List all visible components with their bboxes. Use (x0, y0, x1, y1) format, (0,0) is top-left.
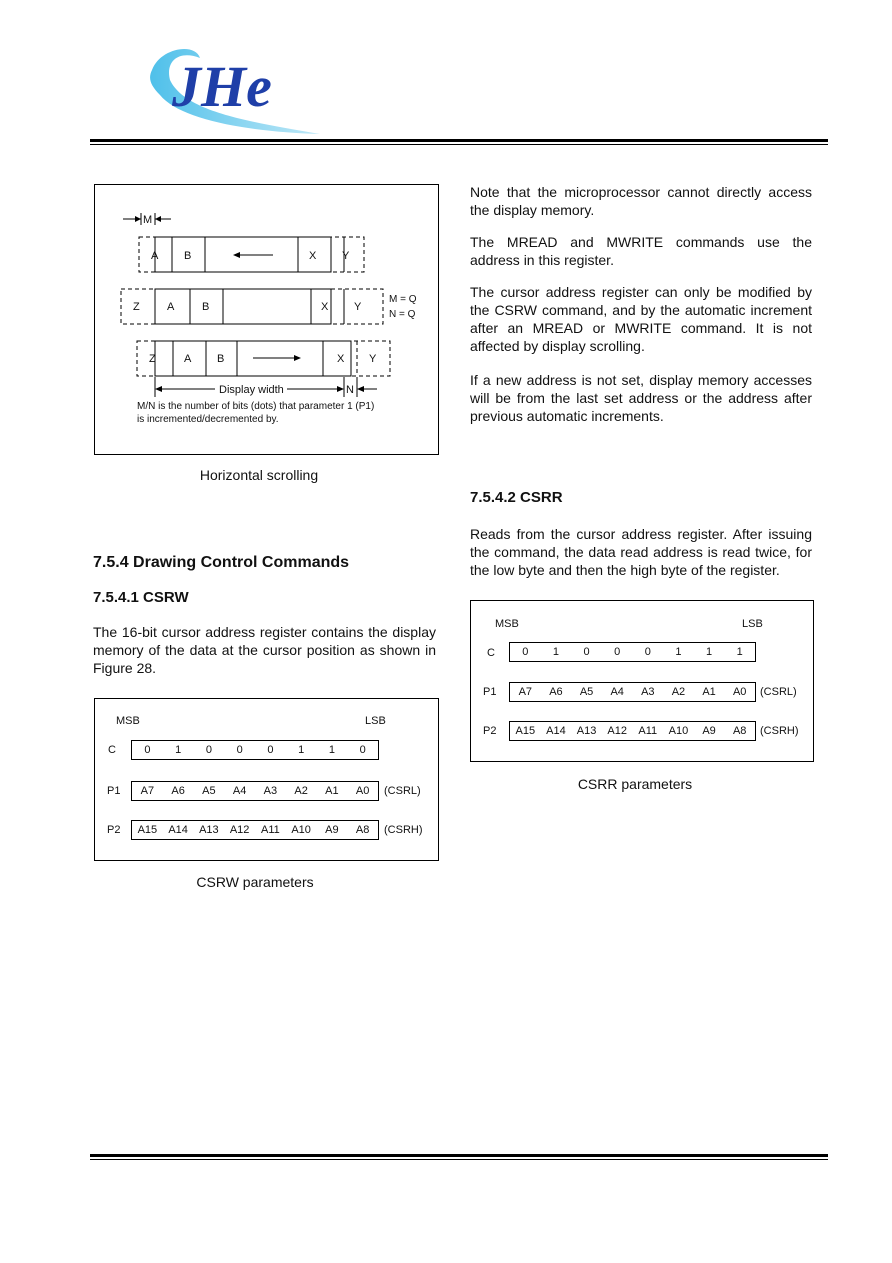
paragraph-csrw: The 16-bit cursor address register contains the display memory of the data at the cursor position as shown in Figure 28. (93, 624, 436, 676)
csrr-c-bit5: 0 (583, 646, 590, 658)
csrr-p1-bit4: A4 (610, 686, 624, 698)
caption-horizontal-scrolling: Horizontal scrolling (199, 467, 319, 483)
row2-z: Z (133, 301, 140, 313)
csrw-c-bit7: 0 (144, 744, 151, 756)
csrw-p1-suffix: (CSRL) (384, 785, 421, 797)
csrw-c-bit2: 1 (298, 744, 305, 756)
csrw-p2-bit7: A15 (137, 824, 158, 836)
csrr-row-p1-label: P1 (483, 686, 497, 698)
csrr-p2-bit1: A9 (702, 725, 716, 737)
csrr-row-c-label: C (487, 647, 495, 659)
row1-x: X (309, 250, 317, 262)
csrr-c-bit7: 0 (522, 646, 529, 658)
paragraph-csrr: Reads from the cursor address register. After issuing the command, the data read address is read twice, for the low byte and then the high byte of the register. (470, 526, 812, 578)
paragraph-right-1: Note that the microprocessor cannot directly access the display memory. (470, 184, 812, 218)
csrw-p1-bit2: A2 (294, 785, 308, 797)
csrr-row-p2 (509, 721, 756, 741)
header-rule-thin (90, 144, 828, 145)
paragraph-right-3: The cursor address register can only be modified by the CSRW command, and by the automatic increment after an MREAD or MWRITE command. It is not affected by display scrolling. (470, 284, 812, 354)
csrr-p2-bit7: A15 (515, 725, 536, 737)
csrr-c-bit3: 0 (644, 646, 651, 658)
csrr-c-bit2: 1 (675, 646, 682, 658)
csrr-p1-bit5: A5 (579, 686, 594, 698)
csrr-p1-bit2: A2 (671, 686, 686, 698)
csrw-p2-bit5: A13 (199, 824, 219, 836)
csrw-lsb-label: LSB (365, 715, 386, 727)
csrw-row-p1-label: P1 (107, 785, 121, 797)
csrr-p2-bit4: A12 (607, 725, 627, 737)
n-eq-label: N = Q (389, 309, 416, 320)
csrw-c-bit3: 0 (267, 744, 274, 756)
arrow-left-icon (233, 252, 240, 258)
row1-a: A (151, 250, 159, 262)
csrr-msb-label: MSB (495, 618, 519, 630)
figure-csrr-parameters (470, 600, 814, 762)
csrr-p1-bit7: A7 (518, 686, 533, 698)
m-eq-label: M = Q (389, 294, 417, 305)
csrr-p1-bit1: A1 (702, 686, 716, 698)
csrr-p1-bit6: A6 (549, 686, 563, 698)
csrr-c-bit1: 1 (706, 646, 713, 658)
csrw-p1-bit5: A5 (202, 785, 216, 797)
csrw-p2-suffix: (CSRH) (384, 824, 423, 836)
csrw-p2-bit1: A9 (325, 824, 339, 836)
caption-csrw: CSRW parameters (196, 874, 314, 890)
csrw-c-bit1: 1 (328, 744, 335, 756)
row3-x: X (337, 353, 345, 365)
section-title-7542: 7.5.4.2 CSRR (470, 489, 563, 506)
csrw-p2-bit3: A11 (260, 824, 280, 836)
csrr-p2-bit3: A11 (638, 725, 658, 737)
csrw-p2-bit6: A14 (168, 824, 188, 836)
company-logo (140, 40, 330, 135)
label-n: N (346, 384, 354, 396)
csrw-c-bit0: 0 (359, 744, 366, 756)
diagram-note-1: M/N is the number of bits (dots) that parameter 1 (P1) (137, 401, 375, 412)
csrr-row-p2-label: P2 (483, 725, 497, 737)
footer-rule-thin (90, 1159, 828, 1160)
csrr-p2-bit0: A8 (732, 725, 747, 737)
csrw-p1-bit3: A3 (263, 785, 278, 797)
csrw-p2-bit0: A8 (355, 824, 370, 836)
csrr-p2-bit6: A14 (546, 725, 566, 737)
csrr-c-bit4: 0 (614, 646, 621, 658)
logo-graphic (140, 40, 330, 135)
row2-y: Y (354, 301, 362, 313)
row2-a: A (167, 301, 175, 313)
csrr-p1-suffix: (CSRL) (760, 686, 797, 698)
csrr-p2-suffix: (CSRH) (760, 725, 799, 737)
row1-b: B (184, 250, 192, 262)
diagram-note-2: is incremented/decremented by. (137, 414, 279, 425)
csrw-p1-bit4: A4 (232, 785, 247, 797)
row2-b: B (202, 301, 210, 313)
csrr-p2-bit2: A10 (668, 725, 689, 737)
paragraph-right-2: The MREAD and MWRITE commands use the address in this register. (470, 234, 812, 268)
scrolling-diagram (95, 185, 438, 454)
csrw-row-c (131, 740, 379, 760)
figure-csrw-parameters (94, 698, 439, 861)
csrr-p1-bit3: A3 (641, 686, 655, 698)
row3-a: A (184, 353, 192, 365)
caption-csrr: CSRR parameters (577, 776, 693, 792)
csrr-row-p1 (509, 682, 756, 702)
csrr-lsb-label: LSB (742, 618, 763, 630)
figure-horizontal-scrolling (94, 184, 439, 455)
csrw-row-p2 (131, 820, 379, 840)
csrw-row-p1 (131, 781, 379, 801)
csrw-c-bit4: 0 (236, 744, 243, 756)
section-title-7541: 7.5.4.1 CSRW (93, 589, 189, 606)
csrr-c-bit0: 1 (736, 646, 743, 658)
csrr-p2-bit5: A13 (576, 725, 597, 737)
label-m: M (143, 214, 153, 226)
csrw-row-p2-label: P2 (107, 824, 121, 836)
row3-y: Y (369, 353, 377, 365)
row3-b: B (217, 353, 225, 365)
csrw-register-table (95, 699, 438, 860)
footer-rule (90, 1154, 828, 1157)
csrw-p1-bit7: A7 (140, 785, 155, 797)
csrr-register-table (471, 601, 813, 761)
section-title-754: 7.5.4 Drawing Control Commands (93, 554, 350, 571)
csrw-row-c-label: C (108, 744, 116, 756)
header-rule (90, 139, 828, 142)
row1-y: Y (342, 250, 350, 262)
csrw-c-bit5: 0 (205, 744, 212, 756)
csrr-p1-bit0: A0 (732, 686, 747, 698)
paragraph-right-4: If a new address is not set, display memory accesses will be from the last set address or the address after previous automatic increments. (470, 372, 812, 424)
row3-z: Z (149, 353, 156, 365)
csrw-p1-bit6: A6 (171, 785, 185, 797)
display-width-label: Display width (219, 384, 284, 396)
csrw-p1-bit0: A0 (355, 785, 370, 797)
logo-text: JHe (172, 54, 272, 119)
csrr-c-bit6: 1 (552, 646, 559, 658)
csrw-p2-bit4: A12 (229, 824, 250, 836)
csrw-p2-bit2: A10 (291, 824, 311, 836)
row2-x: X (321, 301, 329, 313)
csrw-c-bit6: 1 (175, 744, 182, 756)
csrr-row-c (509, 642, 756, 662)
csrw-p1-bit1: A1 (325, 785, 339, 797)
arrow-right-icon (294, 355, 301, 361)
csrw-msb-label: MSB (116, 715, 140, 727)
